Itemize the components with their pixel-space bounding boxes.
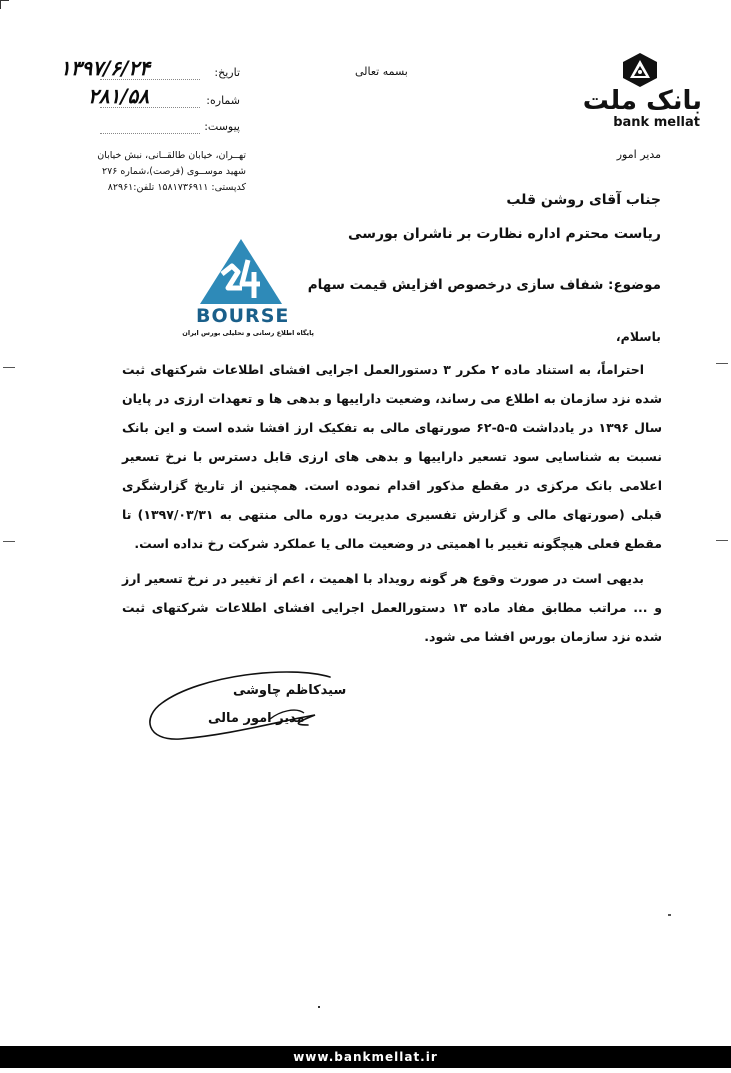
- address-line: تهــران، خیابان طالقــانی، نبش خیابان: [97, 150, 246, 161]
- signatory-title: مدیر امور مالی: [208, 711, 305, 726]
- letter-body: [122, 355, 662, 651]
- signatory-name: سیدکاظم چاوشی: [233, 683, 347, 698]
- greeting: باسلام،: [615, 329, 661, 344]
- address-line: کدپستی: ۱۵۸۱۷۳۶۹۱۱ تلفن:۸۲۹۶۱: [107, 182, 246, 193]
- bank-name-fa: بانک ملت: [582, 86, 702, 116]
- margin-tick: [716, 363, 728, 364]
- attachment-label: پیوست:: [204, 120, 240, 133]
- date-value: ۱۳۹۷/۶/۲۴: [60, 56, 150, 80]
- number-field: [60, 84, 240, 112]
- corner-mark: [0, 0, 9, 9]
- handwritten-signature: [140, 655, 340, 750]
- number-value: ۲۸۱/۵۸: [88, 84, 150, 108]
- scan-speck: [318, 1006, 320, 1008]
- address-block: [76, 148, 246, 196]
- date-field: [60, 56, 240, 84]
- bank-mellat-emblem-icon: [620, 52, 660, 88]
- number-label: شماره:: [206, 94, 240, 107]
- bourse-subtitle: پایگاه اطلاع رسانی و تحلیلی بورس ایران: [182, 329, 314, 337]
- subject-line: موضوع: شفاف سازی درخصوص افزایش قیمت سهام: [307, 277, 661, 293]
- recipient-title: ریاست محترم اداره نظارت بر ناشران بورسی: [348, 226, 661, 242]
- margin-tick: [3, 541, 15, 542]
- bank-mellat-logo: [578, 52, 702, 134]
- bourse-logo: [182, 236, 314, 340]
- margin-tick: [3, 367, 15, 368]
- bourse-word: BOURSE: [196, 305, 290, 327]
- recipient-name: جناب آقای روشن قلب: [506, 192, 661, 208]
- bourse-triangle-icon: [198, 236, 284, 306]
- address-line: شهید موســوی (فرصت)،شماره ۲۷۶: [102, 166, 246, 177]
- invocation-text: بسمه تعالی: [355, 65, 408, 78]
- scan-speck: [668, 914, 671, 916]
- department-label: مدیر امور: [616, 148, 661, 161]
- margin-tick: [716, 540, 728, 541]
- body-paragraph: بدیهی است در صورت وقوع هر گونه رویداد با اهمیت ، اعم از تغییر در نرخ تسعیر ارز و ... مراتب مطابق مفاد ماده ۱۳ دستورالعمل اجرایی افشای اطلاعات شرکتهای ثبت شده نزد سازمان بورس افشا می شود.: [122, 571, 662, 644]
- body-paragraph: احتراماً، به استناد ماده ۲ مکرر ۳ دستورالعمل اجرایی افشای اطلاعات شرکتهای ثبت شده نزد سازمان به اطلاع می رساند، وضعیت داراییها و بدهی ها و تعهدات ارزی در پایان سال ۱۳۹۶ در یادداشت ۵-۵-۶۲ صورتهای مالی به تفکیک ارز افشا شده است و این بانک نسبت به شناسایی سود تسعیر داراییها و بدهی های ارزی قابل دسترس با نرخ تسعیر اعلامی بانک مرکزی در مقطع مذکور اقدام نموده است. همچنین از تاریخ گزارشگری قبلی (صورتهای مالی و گزارش تفسیری مدیریت دوره مالی منتهی به ۱۳۹۷/۰۳/۳۱) تا مقطع فعلی هیچگونه تغییر با اهمیتی در وضعیت مالی یا عملکرد شرکت رخ نداده است.: [122, 362, 663, 551]
- date-label: تاریخ:: [214, 66, 240, 79]
- bank-name-en: bank mellat: [613, 115, 700, 130]
- footer-url: www.bankmellat.ir: [293, 1050, 438, 1064]
- attachment-line: [100, 133, 200, 134]
- attachment-field: [60, 116, 240, 138]
